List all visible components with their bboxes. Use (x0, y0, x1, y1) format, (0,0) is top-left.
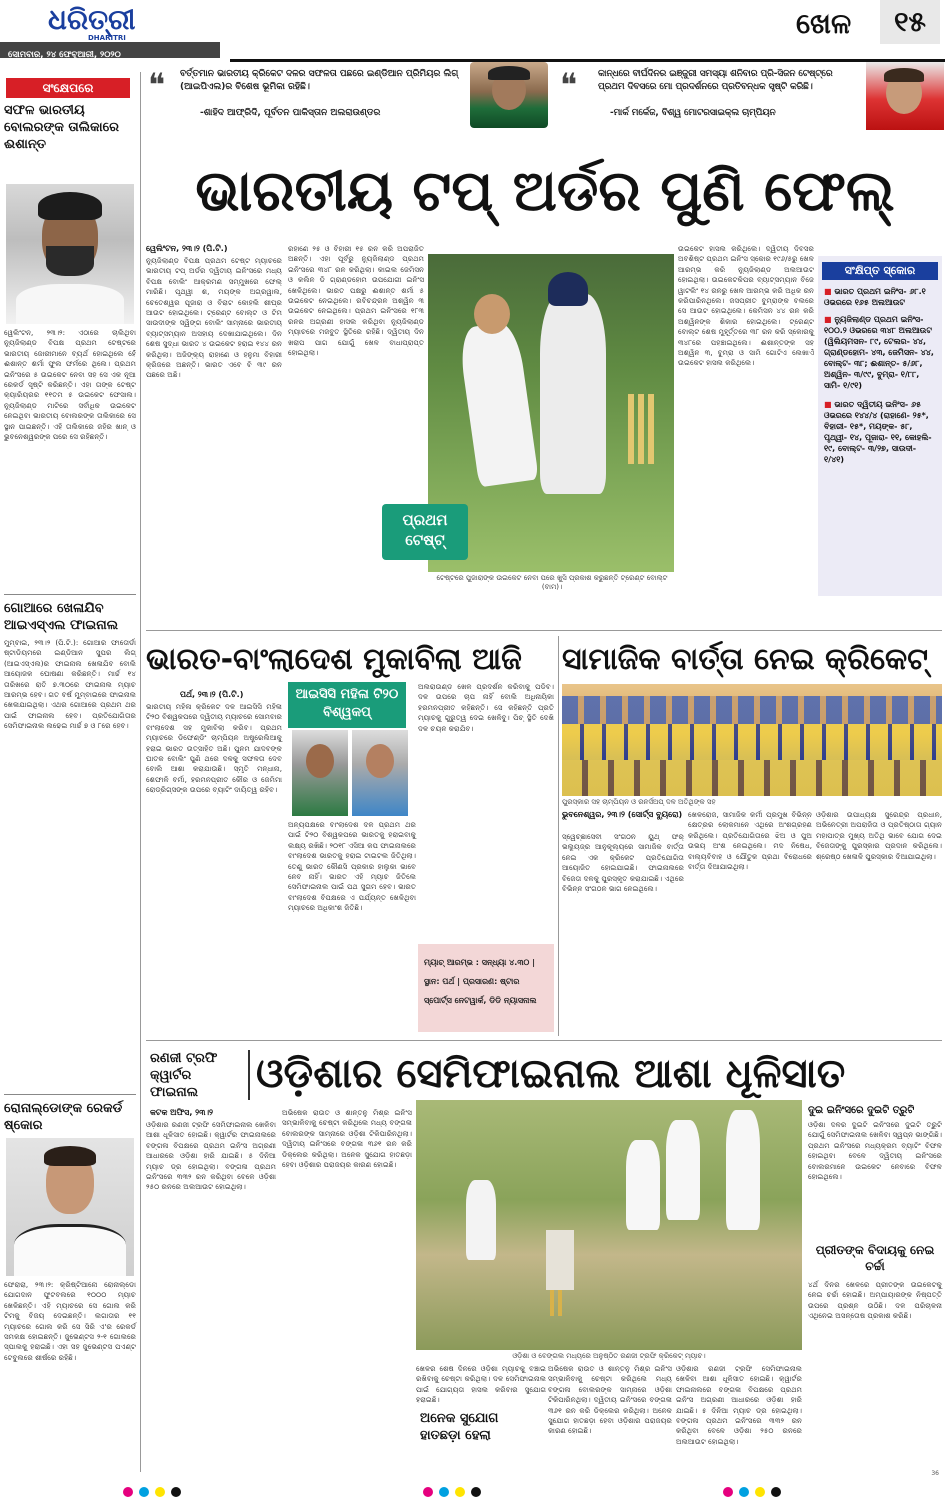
scorecard-item: ■ ଭାରତ ପ୍ରଥମ ଇନିଂସ- ୬୮.୧ ଓଭରରେ ୧୬୫ ଅଲଆଉଟ (824, 287, 926, 307)
odisha-side-body: ଓଡ଼ିଶା ଦଳର ଦୁଇଟି ଇନିଂସରେ ଦୁଇଟି ତ୍ରୁଟି ଯୋଗୁଁ ସେମିଫାଇନାଲ ଖେଳିବା ସ୍ୱପ୍ନ ଭାଙ୍ଗିଛି। ପ୍ରଥମ ଇନିଂସରେ ମଧ୍ୟକ୍ରମ ବ୍ୟାଟିଂ ବିଫଳ ହୋଇଥିବା ବେଳେ ଦ୍ୱିତୀୟ ଇନିଂସରେ ବୋଲରମାନେ ଉଇକେଟ ନେବାରେ ବିଫଳ ହୋଇଥିଲେ। (808, 1120, 942, 1182)
scorecard-title: ସଂକ୍ଷିପ୍ତ ସ୍କୋର (822, 262, 938, 280)
ronaldo-photo (6, 1138, 134, 1276)
quote-right-author: -ମାର୍କ ମର୍କେଜ, ବିଶ୍ୱ ମୋଟରସାଇକ୍ଲ ଚାମ୍ପିୟନ (610, 108, 776, 118)
main-body-col2: ରହାଣେ ୨୫ ଓ ବିହାରୀ ୧୫ ରନ କରି ଅପରାଜିତ ଅଛନ୍ତି। ଏହା ପୂର୍ବରୁ ନ୍ୟୁଜିଲାଣ୍ଡ ପ୍ରଥମ ଇନିଂସରେ ୩୪୮ ରନ କରିଥିଲା। କାଇଲ ଜେମିସନ ଓ କଲିନ ଡି ଗ୍ରାଣ୍ଡହୋମ ଉପଯୋଗୀ ଇନିଂସ ଖେଳିଥିଲେ। ଭାରତ ପକ୍ଷରୁ ଈଶାନ୍ତ ଶର୍ମା ୫ ଉଇକେଟ ନେଇଥିଲେ। ରବିଚନ୍ଦ୍ରନ ଅଶ୍ୱିନ ୩ ଉଇକେଟ ନେଇଥିଲେ। ପ୍ରଥମ ଇନିଂସରେ ୧୮୩ ରନର ଅଗ୍ରଣୀ ହାସଲ କରିଥିବା ନ୍ୟୁଜିଲାଣ୍ଡ ମ୍ୟାଚରେ ମଜବୁତ ସ୍ଥିତିରେ ରହିଛି। ଦ୍ୱିତୀୟ ଦିନ ଖରାପ ପାଗ ଯୋଗୁଁ ଖେଳ ବାଧାପ୍ରାପ୍ତ ହୋଇଥିଲା। (288, 244, 424, 358)
story3-headline: ରୋନାଲ୍ଡୋଙ୍କ ରେକର୍ଡ ଷ୍କୋର (4, 1101, 123, 1133)
story1-body: ୱେଲିଂଟନ, ୨୩।୨: ଏଠାରେ ଚାଲିଥିବା ନ୍ୟୁଜିଲାଣ୍ଡ ବିପକ୍ଷ ପ୍ରଥମ ଟେଷ୍ଟରେ ଭାରତୀୟ ଜୋରୀମାନେ ବ୍ୟର୍ଥ ହୋଇଥିଲେ ହେଁ ଈଶାନ୍ତ ଶର୍ମା ଫୁଲ ଫର୍ମରେ ଥିଲେ। ପ୍ରଥମ ଇନିଂସରେ ୫ ଉଇକେଟ ନେବା ସହ ସେ ଏକ ନୂଆ ରେକର୍ଡ ସୃଷ୍ଟି କରିଛନ୍ତି। ଏହା ତାଙ୍କ ଟେଷ୍ଟ କ୍ୟାରିୟରର ୧୧ତମ ୫ ଉଇକେଟ ଫେସାଲ। ନ୍ୟୁଜିଲାଣ୍ଡ ମାଟିରେ ସର୍ବାଧିକ ଉଇକେଟ ନେଇଥିବା ଭାରତୀୟ ବୋଲରଙ୍କ ତାଲିକାରେ ସେ ସ୍ଥାନ ପାଇଛନ୍ତି। ଏହି ତାଲିକାରେ ଜହିର ଖାନ୍ ଓ ଭୁବନେଶ୍ୱରଙ୍କ ପରେ ସେ ରହିଛନ୍ତି। (4, 328, 136, 442)
bangladesh-body-col3: ଅଲରାଉଣ୍ଡ ଖେଳ ପ୍ରଦର୍ଶନ କରିବାକୁ ପଡିବ। ଦଳ ଉପରେ ଚାପ ନାହିଁ ବୋଲି ଅଧିନାୟିକା ହରମନପ୍ରୀତ କହିଛନ୍ତି। ସେ କହିଛନ୍ତି ପ୍ରତି ମ୍ୟାଚକୁ ଗୁରୁତ୍ୱ ଦେଇ ଖେଳିବୁ। ପିଚ୍ ସ୍ଥିତି ଦେଖି ଦଳ ଚୟନ କରାଯିବ। (418, 682, 554, 733)
main-dateline: ୱେଲିଂଟନ, ୨୩।୨ (ପି.ଟି.) (146, 244, 228, 253)
player-photo-left (292, 730, 348, 816)
bangladesh-dateline: ପର୍ଥ, ୨୩।୨ (ପି.ଟି.) (180, 690, 244, 699)
odisha-headline: ଓଡ଼ିଶାର ସେମିଫାଇନାଲ ଆଶା ଧୂଳିସାତ (256, 1051, 846, 1097)
print-color-marks-right (720, 1482, 784, 1501)
odisha-body-col1: ଓଡ଼ିଶାର ରଣଜୀ ଟ୍ରଫି ସେମିଫାଇନାଲ ଖେଳିବା ଆଶା ଧୂଳିସାତ ହୋଇଛି। କ୍ୱାର୍ଟର ଫାଇନାଲରେ ବଙ୍ଗଳା ବିପକ୍ଷରେ ପ୍ରଥମ ଇନିଂସ ଅଗ୍ରଣୀ ଆଧାରରେ ଓଡ଼ିଶା ହାରି ଯାଇଛି। ୫ ଦିନିଆ ମ୍ୟାଚ ଡ୍ର ହୋଇଥିଲା। ବଙ୍ଗଳା ପ୍ରଥମ ଇନିଂସରେ ୩୩୨ ରନ କରିଥିବା ବେଳେ ଓଡ଼ିଶା ୨୫୦ ରନରେ ଅଲଆଉଟ ହୋଇଥିଲା। (146, 1120, 276, 1192)
team-photo (562, 684, 942, 796)
story2-headline: ଗୋଆରେ ଖେଳାଯିବ ଆଇଏସ୍ଏଲ ଫାଇନାଲ (4, 601, 119, 633)
logo-subtext: DHARITRI (88, 34, 126, 42)
social-body-col2: ଖେଳରୋଜ, ସାମାଜିକ କର୍ମୀ ପ୍ରମୁଖ ବିଭିନ୍ନ କ୍ଷେତ୍ରର ଲୋକମାନେ ଏଥିରେ ଅଂଶଗ୍ରହଣ କରିଥିଲେ। ପ୍ରତିଯୋଗିତାରେ ଝିଅ ଓ ପୁଅ ଉଭୟ ଅଂଶ ନେଇଥିଲେ। ମଦ ନିଷେଧ, ବାଲ୍ୟବିବାହ ଓ ଯୌତୁକ ପ୍ରଥା ବିରୋଧରେ ବାର୍ତ୍ତା ଦିଆଯାଇଥିଲା। (688, 810, 812, 872)
player-photo-right (352, 730, 408, 816)
social-headline: ସାମାଜିକ ବାର୍ତ୍ତା ନେଇ କ୍ରିକେଟ୍ (562, 642, 929, 677)
scorecard (818, 256, 942, 596)
quote-left-text: ବର୍ତ୍ତମାନ ଭାରତୀୟ କ୍ରିକେଟ ଦଳର ସଫଳତା ପଛରେ ଇଣ୍ଡିଆନ ପ୍ରିମିୟର ଲିଗ୍ (ଆଇପିଏଲ)ର ବିଶେଷ ଭୂମିକା ରହିଛି। (180, 69, 459, 92)
print-marks (0, 1470, 945, 1498)
social-body-col3: ଓଡ଼ିଶାର ଉପାଧ୍ୟକ୍ଷ ସୁରେନ୍ଦ୍ର ପ୍ରଧାନ, ଅଭିନେତ୍ରୀ ଅପରାଜିତା ଓ ପ୍ରତିଷ୍ଠାତା ଗ୍ୟାନ ମହାପାତ୍ର ମୁଖ୍ୟ ଅତିଥି ଭାବେ ଯୋଗ ଦେଇ ବିଜେତାଙ୍କୁ ପୁରସ୍କାର ପ୍ରଦାନ କରିଥିଲେ। ଶ୍ରେଷ୍ଠ ଖେଳାଳି ପୁରସ୍କାର ଦିଆଯାଇଥିଲା। (816, 810, 942, 861)
photo-tag: ପ୍ରଥମ ଟେଷ୍ଟ୍ (382, 504, 468, 560)
page-code: 36 (931, 1470, 939, 1477)
quote-right-text: କାନ୍ଧରେ ବୀର୍ଘଦିନର ଇଞ୍ଜୁରୀ ସମସ୍ୟା ଶନିବାର ପ୍ରି-ସିଜନ ଟେଷ୍ଟ୍‌ରେ ପ୍ରଥମ ଦିବସରେ ମୋ ପ୍ରଦର୍ଶନରେ ପ୍ରତିବନ୍ଧକ ସୃଷ୍ଟି କରିଛି। (598, 69, 833, 92)
date-bar (0, 42, 220, 58)
main-photo-caption: ଟେଷ୍ଟରେ ପୁଜାରାଙ୍କ ଉଇକେଟ ନେବା ପରେ ଖୁସି ପ୍ରକାଶ କରୁଛନ୍ତି ଟ୍ରେଣ୍ଟ ବୋଲ୍ଟ (ବାମ)। (436, 574, 668, 591)
odisha-subhead: ଅନେକ ସୁଯୋଗ ହାତଛଡ଼ା ହେଲା (420, 1411, 499, 1443)
odisha-side-headline: ଦୁଇ ଇନିଂସରେ ଦୁଇଟି ତ୍ରୁଟି (808, 1105, 915, 1116)
ranji-photo-caption: ଓଡ଼ିଶା ଓ ବେଙ୍ଗଲ ମଧ୍ୟରେ ଅନୁଷ୍ଠିତ ରଣଜୀ ଟ୍ରଫି କ୍ରିକେଟ୍ ମ୍ୟାଚ। (512, 1352, 706, 1360)
womens-wc-tag: ଆଇସିସି ମହିଳା ଟି୨୦ ବିଶ୍ୱକପ୍ (288, 682, 406, 728)
main-headline: ଭାରତୀୟ ଟପ୍ ଅର୍ଡର ପୁଣି ଫେଲ୍ (195, 159, 895, 224)
section-title: ଖେଳ (796, 7, 852, 40)
odisha-side-body2: ୪ର୍ଥ ଦିନର ଖେଳରେ ପ୍ରୀତଙ୍କ ଉଇକେଟକୁ ନେଇ ଚର୍ଚ୍ଚା ହୋଇଛି। ଅମ୍ପାୟାରଙ୍କ ନିଷ୍ପତ୍ତି ଉପରେ ପ୍ରଶ୍ନ ଉଠିଛି। ଦଳ ପରିଚାଳନା ଏଥିନେଇ ଅସନ୍ତୋଷ ପ୍ରକାଶ କରିଛି। (808, 1280, 942, 1321)
team-photo-caption: ପୁରସ୍କାର ସହ ଚାମ୍ପିୟନ ଓ ରନର୍ସଅପ୍ ଦଳ ଅତିଥିଙ୍କ ସହ (562, 798, 716, 806)
scorecard-item: ■ ନ୍ୟୁଜିଲାଣ୍ଡ ପ୍ରଥମ ଇନିଂସ- ୧୦୦.୨ ଓଭରରେ ୩୪୮ ଅଲଆଉଟ (ୱିଲିୟମସନ- ୮୯, ଟେଲର- ୪୪, ଗ୍ରାଣ୍ଡହୋମ- ୪୩, ଜେମିସନ- ୪୪, ବୋଲ୍ଟ- ୩୮; ଈଶାନ୍ତ- ୫/୬୮, ଅଶ୍ୱିନ- ୩/୯୯, ବୁମ୍ରା- ୧/୮୮, ସାମି- ୧/୯୧) (824, 315, 934, 390)
page-number: ୧୫ (880, 0, 940, 44)
odisha-body-col2: ଅଭିଷେକ ରାଉତ ଓ ଶାନ୍ତନୁ ମିଶ୍ର ଇନିଂସ ସମ୍ଭାଳିବାକୁ ଚେଷ୍ଟା କରିଥିଲେ ମଧ୍ୟ ବଙ୍ଗଳା ବୋଲରଙ୍କ ସାମ୍ନାରେ ଓଡ଼ିଶା ଟିକିପାରିନଥିଲା। ଦ୍ୱିତୀୟ ଇନିଂସରେ ବଙ୍ଗଳା ୩୬୧ ରନ କରି ଡିକ୍ଲେର କରିଥିଲା। ଅନେକ ସୁଯୋଗ ହାତଛଡ଼ା ହେବା ଓଡ଼ିଶାର ପରାଜୟର କାରଣ ହୋଇଛି। (282, 1108, 412, 1170)
story1-headline: ସଫଳ ଭାରତୀୟ ବୋଲରଙ୍କ ତାଲିକାରେ ଈଶାନ୍ତ (4, 103, 119, 152)
odisha-body-col5: ଓଡ଼ିଶାର ରଣଜୀ ଟ୍ରଫି ସେମିଫାଇନାଲ ଖେଳିବା ଆଶା ଧୂଳିସାତ ହୋଇଛି। କ୍ୱାର୍ଟର ଫାଇନାଲରେ ବଙ୍ଗଳା ବିପକ୍ଷରେ ପ୍ରଥମ ଇନିଂସ ଅଗ୍ରଣୀ ଆଧାରରେ ଓଡ଼ିଶା ହାରି ଯାଇଛି। ୫ ଦିନିଆ ମ୍ୟାଚ ଡ୍ର ହୋଇଥିଲା। ବଙ୍ଗଳା ପ୍ରଥମ ଇନିଂସରେ ୩୩୨ ରନ କରିଥିବା ବେଳେ ଓଡ଼ିଶା ୨୫୦ ରନରେ ଅଲଆଉଟ ହୋଇଥିଲା। (676, 1364, 802, 1446)
print-color-marks-left (120, 1482, 184, 1501)
main-body-col3: ଉଇକେଟ ହାସଲ କରିଥିଲେ। ଦ୍ୱିତୀୟ ଦିବସର ଅବଶିଷ୍ଟ ପ୍ରଥମ ଇନିଂସ ସ୍କୋର ୧୯୬/୫ରୁ ଖେଳ ଆରମ୍ଭ କରି ନ୍ୟୁଜିଲାଣ୍ଡ ଅଲଆଉଟ ହୋଇଥିଲା। ଉଇକେଟକିପର ବ୍ୟାଟ୍ସମ୍ୟାନ ବିଜେ ୱାଟଲିଂ ୧୪ ରନରୁ ଖେଳ ଆରମ୍ଭ କରି ଅଧିକ ରନ କରିପାରିନଥିଲେ। ଜସପ୍ରୀତ ବୁମ୍ରାଙ୍କ ବଲରେ ସେ ଆଉଟ ହୋଇଥିଲେ। କେମିସନ ୪୪ ରନ କରି ଅଶ୍ୱିନଙ୍କ ଶିକାର ହୋଇଥିଲେ। ଟ୍ରେଣ୍ଟ ବୋଲ୍ଟ ଶେଷ ମୁହୂର୍ତ୍ତରେ ୩୮ ରନ କରି ସ୍କୋରକୁ ୩୪୮ରେ ପହଞ୍ଚାଇଥିଲେ। ଈଶାନ୍ତଙ୍କ ସହ ଅଶ୍ୱିନ ୩, ବୁମ୍ରା ଓ ସାମି ଗୋଟିଏ ଲେଖାଏଁ ଉଇକେଟ ହାସଲ କରିଥିଲେ। (678, 244, 814, 368)
afridi-photo (470, 62, 548, 128)
quotes-strip (140, 62, 945, 132)
ranji-label: ରଣଜୀ ଟ୍ରଫି କ୍ୱାର୍ଟର ଫାଇନାଲ (150, 1051, 218, 1100)
match-info-box: ମ୍ୟାଚ୍ ଆରମ୍ଭ : ସନ୍ଧ୍ୟା ୪.୩୦ | ସ୍ଥାନ: ପର୍ଥ | ପ୍ରସାରଣ: ଷ୍ଟାର ସ୍ପୋର୍ଟ୍ସ ନେଟୱାର୍କ, ଡିଡି ନ୍ୟାସନାଲ (418, 944, 554, 1032)
odisha-dateline: କଟକ ଅଫିସ, ୨୩।୨ (150, 1108, 214, 1117)
quote-open-icon: ❝ (148, 66, 166, 104)
social-dateline: ଭୁବନେଶ୍ୱର, ୨୩।୨ (ସୋର୍ଟ୍ସ ବ୍ୟୁରୋ) (562, 810, 683, 819)
ishant-photo (6, 184, 134, 324)
marquez-photo (866, 62, 944, 130)
quote-left-author: -ଶାହିଦ ଆଫ୍ରିଦି, ପୂର୍ବତନ ପାକିସ୍ତାନ ଅଲରାଉଣ୍ଡର (200, 108, 381, 118)
issue-date: ସୋମବାର, ୨୪ ଫେବୃଆରୀ, ୨୦୨୦ (8, 50, 121, 60)
story2-body: ମୁମ୍ବାଇ, ୨୩।୨ (ପି.ଟି.): ଗୋଆର ଫାତୋର୍ଡା ଷ୍ଟାଡିୟମରେ ଇଣ୍ଡିଆନ ସୁପର ଲିଗ୍ (ଆଇଏସ୍ଏଲ)ର ଫାଇନାଲ ଖେଳାଯିବ ବୋଲି ଆୟୋଜକ ଘୋଷଣା କରିଛନ୍ତି। ମାର୍ଚ୍ଚ ୧୪ ତାରିଖରେ ରାତି ୭.୩୦ରେ ଫାଇନାଲ ମ୍ୟାଚ ଆରମ୍ଭ ହେବ। ଗତ ବର୍ଷ ମୁମ୍ବାଇରେ ଫାଇନାଲ ଖେଳାଯାଇଥିଲା। ଏଥର ଗୋଆରେ ପ୍ରଥମ ଥର ପାଇଁ ଫାଇନାଲ ହେବ। ପ୍ରତିଯୋଗିତାର ସେମିଫାଇନାଲ ଲଢେଇ ମାର୍ଚ୍ଚ ୭ ଓ ୮ରେ ହେବ। (4, 638, 136, 731)
sidebar (0, 72, 140, 1472)
odisha-body-col4: ଅଭିଷେକ ରାଉତ ଓ ଶାନ୍ତନୁ ମିଶ୍ର ଇନିଂସ ସମ୍ଭାଳିବାକୁ ଚେଷ୍ଟା କରିଥିଲେ ମଧ୍ୟ ବଙ୍ଗଳା ବୋଲରଙ୍କ ସାମ୍ନାରେ ଓଡ଼ିଶା ଟିକିପାରିନଥିଲା। ଦ୍ୱିତୀୟ ଇନିଂସରେ ବଙ୍ଗଳା ୩୬୧ ରନ କରି ଡିକ୍ଲେର କରିଥିଲା। ଅନେକ ସୁଯୋଗ ହାତଛଡ଼ା ହେବା ଓଡ଼ିଶାର ପରାଜୟର କାରଣ ହୋଇଛି। (548, 1364, 672, 1436)
logo-text: ଧରିତ୍ରୀ (48, 3, 136, 36)
odisha-body-col3-top: ଖେଳର ଶେଷ ଦିନରେ ଓଡ଼ିଶା ମ୍ୟାଚକୁ ବଞ୍ଚାଇ ରଖିବାକୁ ଚେଷ୍ଟା କରିଥିଲା। ଦଳ ସେମିଫାଇନାଲ ପାଇଁ ଯୋଗ୍ୟତା ହାସଲ କରିବାର ସୁଯୋଗ ହରାଇଛି। (416, 1364, 546, 1405)
odisha-side-headline2: ପ୍ରୀତଙ୍କ ବିଦାୟକୁ ନେଇ ଚର୍ଚ୍ଚା (815, 1243, 935, 1273)
story3-body: ଫେରାରା, ୨୩।୨: କ୍ରିଷ୍ଟିଆନୋ ରୋନାଲ୍ଡୋ ଯୋଗଦାନ ଫୁଟବଲରେ ୧୦୦୦ ମ୍ୟାଚ ଖେଳିଛନ୍ତି। ଏହି ମ୍ୟାଚରେ ସେ ଗୋଲ କରି ଟିମକୁ ବିଜୟ ଦେଇଛନ୍ତି। ଲଗାତାର ୧୧ ମ୍ୟାଚରେ ଗୋଲ କରି ସେ ସିରି ଏ'ର ରେକର୍ଡ ସମକକ୍ଷ ହୋଇଛନ୍ତି। ଜୁଭେଣ୍ଟସ ୨-୧ ଗୋଲରେ ସ୍ପାଲକୁ ହରାଇଛି। ଏହା ସହ ଜୁଭେଣ୍ଟସ ପଏଣ୍ଟ ଟେବୁଲରେ ଶୀର୍ଷରେ ରହିଛି। (4, 1280, 136, 1362)
bangladesh-body-col1: ଭାରତୀୟ ମହିଳା କ୍ରିକେଟ ଦଳ ଆଇସିସି ମହିଳା ଟି୨୦ ବିଶ୍ୱକପରେ ଦ୍ୱିତୀୟ ମ୍ୟାଚରେ ସୋମବାର ବାଂଲାଦେଶ ସହ ମୁକାବିଲା କରିବ। ପ୍ରଥମ ମ୍ୟାଚରେ ଡିଫେଣ୍ଡିଂ ଚାମ୍ପିୟନ ଅଷ୍ଟ୍ରେଲିଆକୁ ହରାଇ ଭାରତ ଉତ୍ସାହିତ ଅଛି। ପୁନମ ଯାଦବଙ୍କ ଘାତକ ବୋଲିଂ ପୁଣି ଥରେ ଦଳକୁ ସଫଳତା ଦେବ ବୋଲି ଆଶା କରାଯାଉଛି। ସ୍ମୃତି ମନ୍ଧାନା, ଶେଫାଳି ବର୍ମା, ହରମନପ୍ରୀତ କୌର ଓ ଜେମିମା ରୋଡ୍ରିଗ୍ସଙ୍କ ଉପରେ ବ୍ୟାଟିଂ ଦାୟିତ୍ୱ ରହିବ। (146, 702, 282, 795)
main-body-col1: ନ୍ୟୁଜିଲାଣ୍ଡ ବିପକ୍ଷ ପ୍ରଥମ ଟେଷ୍ଟ ମ୍ୟାଚରେ ଭାରତୀୟ ଟପ୍ ଅର୍ଡର ଦ୍ୱିତୀୟ ଇନିଂସରେ ମଧ୍ୟ ବିପକ୍ଷ ବୋଲିଂ ଆକ୍ରମଣ ସମ୍ମୁଖରେ ଫେଲ୍ ମାରିଛି। ପୃଥ୍ୱୀ ଶ, ମୟଙ୍କ ଅଗ୍ରୱାଲ, ଚେତେଶ୍ୱର ପୂଜାରା ଓ ବିରାଟ କୋହଲି ଶୀଘ୍ର ଆଉଟ ହୋଇଥିଲେ। ଟ୍ରେଣ୍ଟ ବୋଲ୍ଟ ଓ ଟିମ ସାଉଦୀଙ୍କ ସ୍ୱିଙ୍ଗ ବୋଲିଂ ସାମ୍ନାରେ ଭାରତୀୟ ବ୍ୟାଟ୍ସମ୍ୟାନ ଅସହାୟ ଦେଖାଯାଇଥିଲେ। ଦିନ ଶେଷ ସୁଦ୍ଧା ଭାରତ ୪ ଉଇକେଟ ହରାଇ ୧୪୪ ରନ କରିଥିଲା। ଅଜିଙ୍କ୍ୟ ରାହାଣେ ଓ ହନୁମା ବିହାରୀ କ୍ରିଜରେ ଅଛନ୍ତି। ଭାରତ ଏବେ ବି ୩୯ ରନ ପଛରେ ଅଛି। (146, 256, 282, 380)
quote-open-icon-right: ❝ (560, 66, 578, 104)
brief-label: ସଂକ୍ଷେପରେ (6, 78, 130, 98)
masthead (0, 0, 945, 70)
scorecard-item: ■ ଭାରତ ଦ୍ୱିତୀୟ ଇନିଂସ- ୬୫ ଓଭରରେ ୧୪୪/୪ (ରାହାଣେ- ୨୫*, ବିହାରୀ- ୧୫*, ମୟଙ୍କ- ୫୮, ପୃଥ୍ୱୀ- ୧୪, ପୂଜାରା- ୧୧, କୋହଲି- ୧୯, ବୋଲ୍ଟ- ୩/୨୭, ସାଉଦୀ- ୧/୪୧) (824, 400, 932, 464)
bangladesh-body-col2: ଅନ୍ୟପକ୍ଷରେ ବାଂଲାଦେଶ ଦଳ ପ୍ରଥମ ଥର ପାଇଁ ଟି୨୦ ବିଶ୍ୱକପରେ ଭାରତକୁ ହରାଇବାକୁ ଲକ୍ଷ୍ୟ ରଖିଛି। ୨୦୧୮ ଏସିଆ କପ ଫାଇନାଲରେ ବାଂଲାଦେଶ ଭାରତକୁ ହରାଇ ଟାଇଟଲ ଜିତିଥିଲା। ତେଣୁ ଭାରତ କୌଣସି ପ୍ରକାର ହାଲୁକା ଭାବେ ନେବ ନାହିଁ। ଭାରତ ଏହି ମ୍ୟାଚ ଜିତିଲେ ସେମିଫାଇନାଲ ପାଇଁ ପଥ ସୁଗମ ହେବ। ଭାରତ ବାଂଲାଦେଶ ବିପକ୍ଷରେ ଏ ପର୍ଯ୍ୟନ୍ତ ଖେଳିଥିବା ମ୍ୟାଚରେ ଅଧିକାଂଶ ଜିତିଛି। (288, 820, 416, 913)
social-body-col1: ସ୍ୱେଚ୍ଛାସେବୀ ସଂଗଠନ ୟୁଥ୍ ଫର୍ ଭଲ୍ୟୁଜ୍‌ର ଆନୁକୂଲ୍ୟରେ ସାମାଜିକ ବାର୍ତ୍ତା ନେଇ ଏକ କ୍ରିକେଟ ପ୍ରତିଯୋଗିତା ଆୟୋଜିତ ହୋଇଯାଇଛି। ଫାଇନାଲରେ ବିଜେତା ଦଳକୁ ପୁରସ୍କୃତ କରାଯାଇଛି। ଏଥିରେ ବିଭିନ୍ନ ସଂଗଠନ ଭାଗ ନେଇଥିଲେ। (562, 832, 684, 894)
bangladesh-headline: ଭାରତ-ବାଂଲାଦେଶ ମୁକାବିଲା ଆଜି (146, 642, 522, 677)
ranji-photo (416, 1100, 802, 1350)
print-color-marks-center (420, 1482, 484, 1501)
logo (48, 4, 168, 40)
